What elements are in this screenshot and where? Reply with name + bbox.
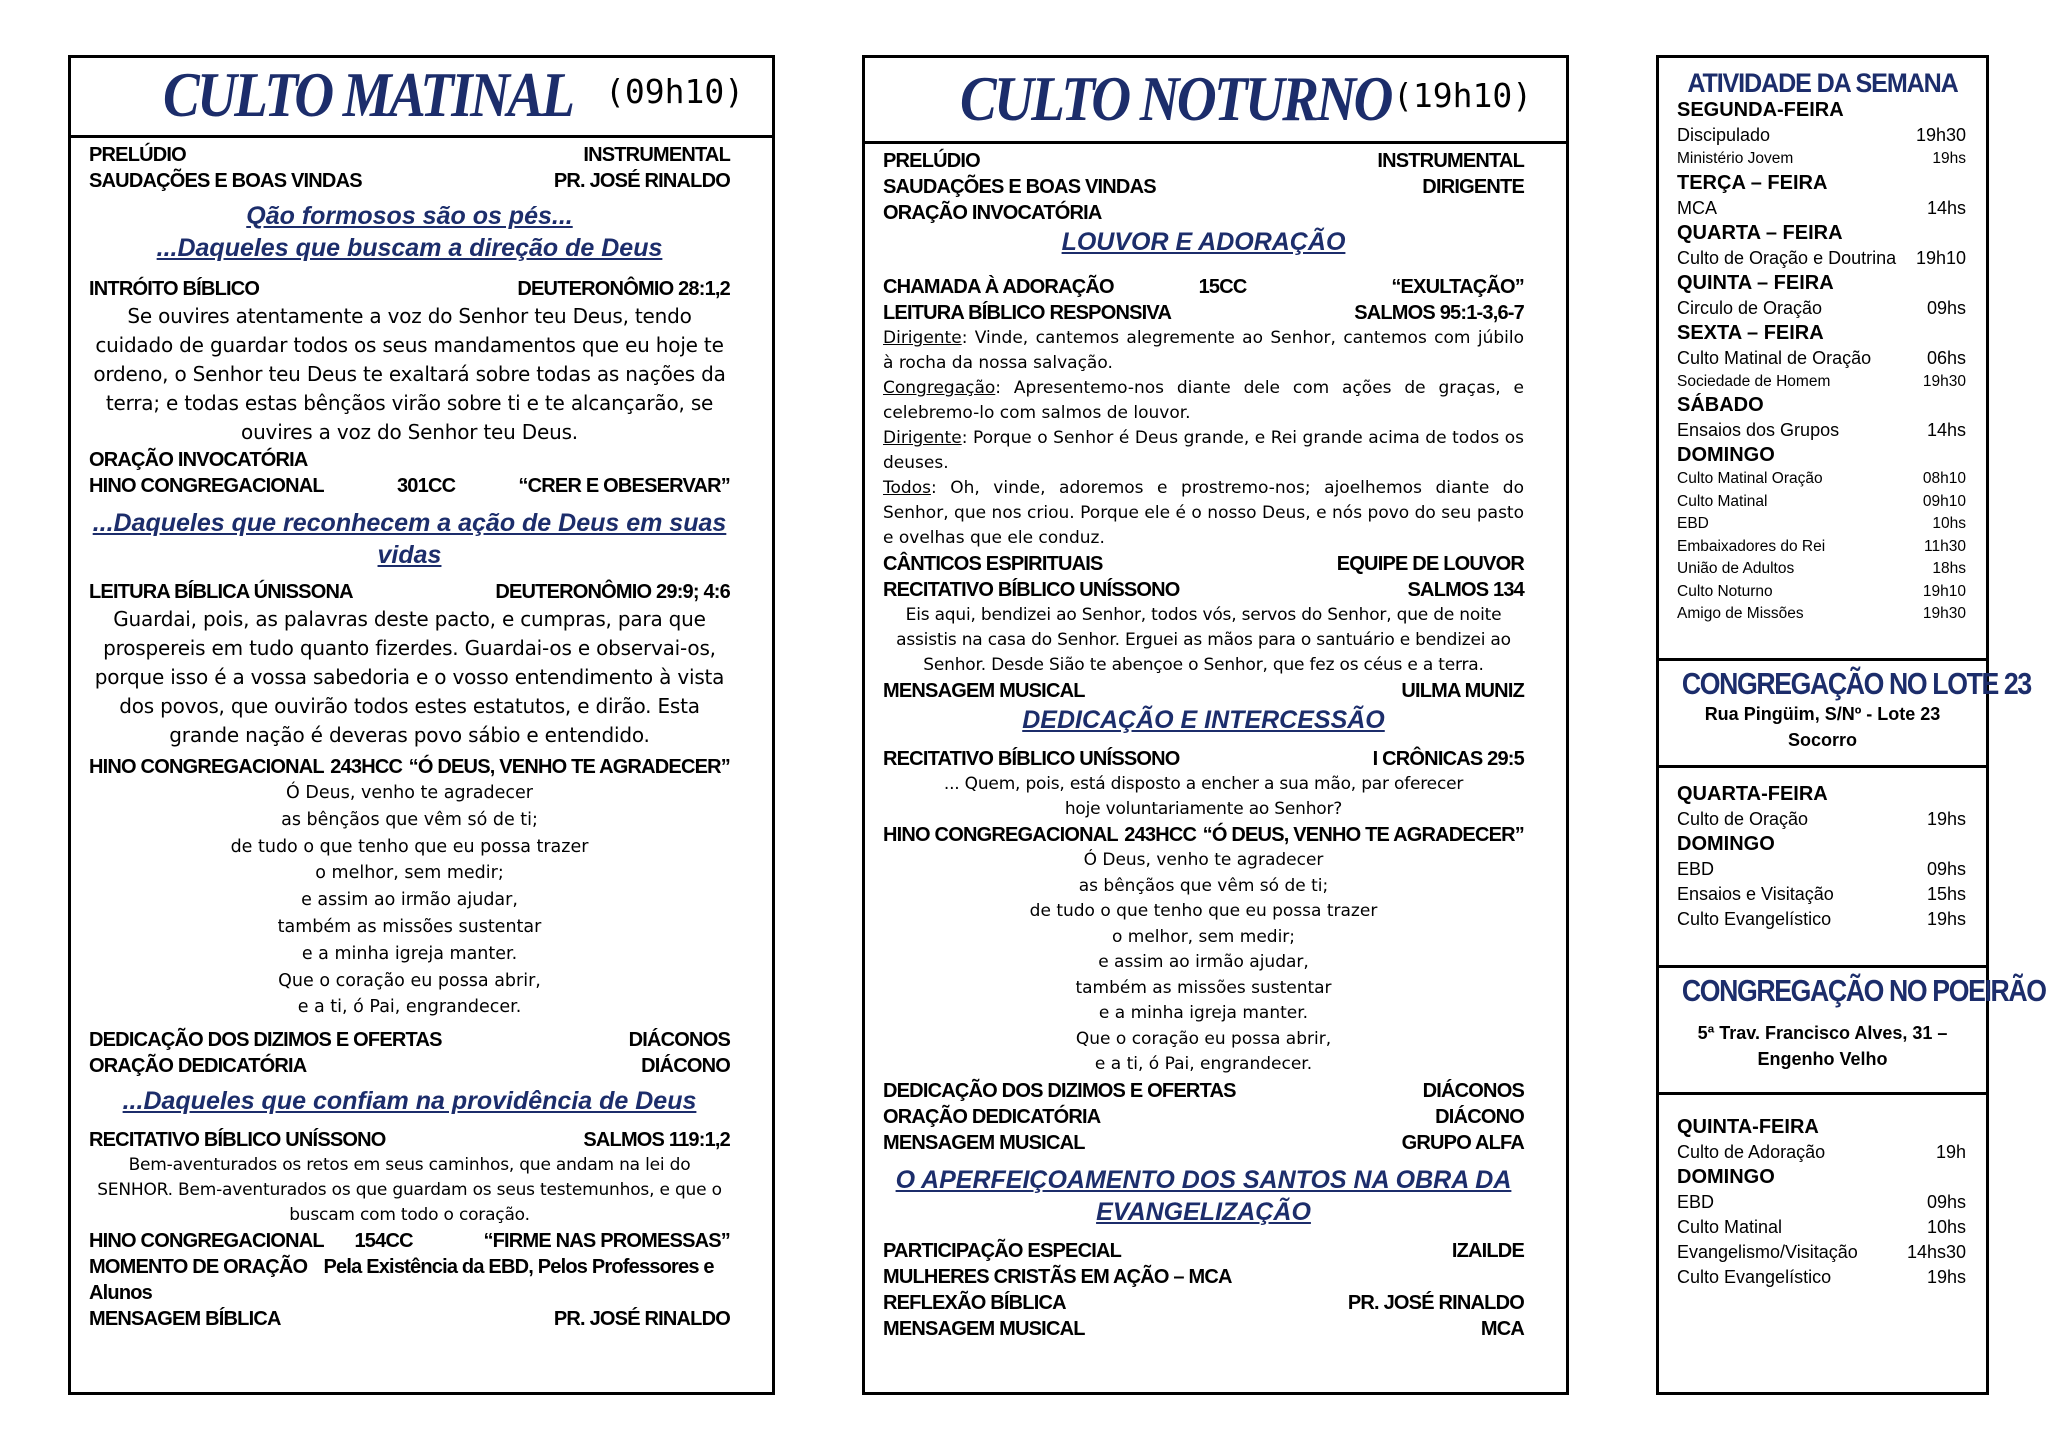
activity-row [1677, 603, 1966, 626]
activity-row [1677, 807, 1966, 832]
activity-time: 09hs [1926, 1192, 1966, 1212]
culto-matinal-panel [68, 55, 775, 1395]
activity-time: 19h30 [1915, 125, 1966, 145]
activity-name: EBD [1677, 1192, 1715, 1212]
activity-row [1677, 1240, 1966, 1265]
activity-row [1677, 148, 1966, 171]
activity-time: 19h30 [1922, 372, 1966, 390]
matinal-recitativo: RECITATIVO BÍBLICO UNÍSSONO SALMOS 119:1,2 [89, 1129, 730, 1152]
matinal-section-3: ...Daqueles que confiam na providência de Deus [122, 1087, 697, 1116]
noturno-header [865, 58, 1566, 144]
matinal-header [71, 58, 772, 138]
noturno-section-3b: EVANGELIZAÇÃO [1096, 1197, 1311, 1226]
noturno-hino: HINO CONGREGACIONAL 243HCC “Ó DEUS, VENHO TE AGRADECER” [883, 824, 1524, 846]
matinal-recitativo-text: Bem-aventurados os retos em seus caminhos, que andam na lei do SENHOR. Bem-aventurados os que guardam os seus testemunhos, e que o buscam com todo o coração. [97, 1155, 722, 1226]
matinal-dedicacao: DEDICAÇÃO DOS DIZIMOS E OFERTAS DIÁCONOS [89, 1029, 730, 1052]
activity-row [1677, 296, 1966, 321]
matinal-leitura: LEITURA BÍBLICA ÚNISSONA DEUTERONÔMIO 29:9; 4:6 [89, 581, 730, 603]
matinal-section-1b: ...Daqueles que buscam a direção de Deus [156, 234, 663, 262]
day-label: DOMINGO [1677, 444, 1775, 466]
atividade-title: ATIVIDADE DA SEMANA [1687, 68, 1958, 98]
activity-row [1677, 418, 1966, 443]
activity-name: Culto de Adoração [1677, 1142, 1826, 1162]
activity-time: 08h10 [1922, 470, 1966, 487]
day-label: QUARTA-FEIRA [1677, 783, 1828, 805]
activity-row [1677, 857, 1966, 882]
activity-row [1677, 123, 1966, 148]
culto-noturno-panel [862, 55, 1569, 1395]
day-label: TERÇA – FEIRA [1677, 171, 1828, 194]
noturno-canticos: CÂNTICOS ESPIRITUAIS EQUIPE DE LOUVOR [883, 553, 1524, 575]
activity-row [1677, 536, 1966, 559]
activity-name: EBD [1677, 859, 1715, 879]
poeirao-header-box [1659, 965, 2046, 1092]
activity-name: Ensaios e Visitação [1677, 884, 1834, 904]
noturno-mensagem-musical-2: MENSAGEM MUSICAL GRUPO ALFA [883, 1131, 1524, 1154]
activity-row [1677, 1140, 1966, 1165]
noturno-leitura: LEITURA BÍBLICO RESPONSIVA SALMOS 95:1-3,6-7 [883, 302, 1524, 324]
activity-row [1677, 346, 1966, 371]
activity-row [1677, 907, 1966, 932]
noturno-title: CULTO NOTURNO [960, 63, 1391, 134]
activity-row [1677, 1190, 1966, 1215]
activity-name: Culto Evangelístico [1677, 1267, 1832, 1287]
noturno-mensagem-musical-1: MENSAGEM MUSICAL UILMA MUNIZ [883, 680, 1524, 702]
poeirao-list [1659, 1115, 1986, 1290]
matinal-title: CULTO MATINAL [163, 59, 573, 130]
activity-time: 19h10 [1922, 582, 1966, 600]
activity-time: 14hs [1926, 197, 1966, 218]
activity-name: MCA [1677, 197, 1717, 218]
lote23-schedule-box [1659, 765, 1986, 965]
matinal-momento-cont: Alunos [89, 1282, 152, 1305]
day-label: SÁBADO [1677, 394, 1764, 416]
activity-name: Ensaios dos Grupos [1677, 420, 1840, 440]
matinal-introito: INTRÓITO BÍBLICO DEUTERONÔMIO 28:1,2 [89, 278, 730, 300]
noturno-mensagem-musical-3: MENSAGEM MUSICAL MCA [883, 1317, 1524, 1340]
poeirao-address-2: Engenho Velho [1757, 1049, 1888, 1069]
activity-row [1677, 371, 1966, 394]
lote23-address-1: Rua Pingüim, S/Nº - Lote 23 [1704, 704, 1941, 724]
activity-name: União de Adultos [1677, 560, 1795, 577]
activity-row [1677, 1265, 1966, 1290]
activity-name: Embaixadores do Rei [1677, 537, 1826, 555]
day-label: QUINTA – FEIRA [1677, 271, 1834, 294]
activity-row [1677, 196, 1966, 221]
matinal-hino-3: HINO CONGREGACIONAL 154CC “FIRME NAS PROMESSAS” [89, 1230, 730, 1253]
activity-time: 19hs [1926, 1267, 1966, 1287]
day-label: DOMINGO [1677, 1166, 1775, 1188]
noturno-dedicacao: DEDICAÇÃO DOS DIZIMOS E OFERTAS DIÁCONOS [883, 1079, 1524, 1102]
activity-time: 15hs [1926, 884, 1966, 904]
activity-row [1677, 558, 1966, 581]
noturno-responsive-reading: Dirigente: Vinde, cantemos alegremente ao Senhor, cantemos com júbilo à rocha da nossa salvação. Congregação: Apresentemo-nos diante dele com ações de graças, e celebremo-lo com salmos de louvor. Dirigente: Porque o Senhor é Deus grande, e Rei grande acima de todos os deuses. Todos: Oh, vinde, adoremos e prostremo-nos; ajoelhemos diante do Senhor, que nos criou. Porque ele é o nosso Deus, e nós povo do seu pasto e ovelhas que ele conduz. [883, 328, 1524, 548]
noturno-section-3a: O APERFEIÇOAMENTO DOS SANTOS NA OBRA DA [895, 1165, 1512, 1194]
day-label: SEXTA – FEIRA [1677, 321, 1824, 344]
activity-time: 09h10 [1922, 492, 1966, 510]
activity-time: 10hs [1926, 1217, 1966, 1237]
day-label: QUARTA – FEIRA [1677, 221, 1843, 244]
atividade-list [1659, 98, 1986, 626]
day-label: QUINTA-FEIRA [1677, 1116, 1819, 1138]
activity-time: 19h30 [1922, 605, 1966, 622]
matinal-hino-2: HINO CONGREGACIONAL 243HCC “Ó DEUS, VENHO TE AGRADECER” [89, 756, 730, 778]
noturno-reflexao: REFLEXÃO BÍBLICA PR. JOSÉ RINALDO [883, 1291, 1524, 1314]
poeirao-address-1: 5ª Trav. Francisco Alves, 31 – [1697, 1023, 1948, 1043]
activity-time: 14hs [1926, 420, 1966, 440]
noturno-preludio: PRELÚDIO INSTRUMENTAL [883, 150, 1524, 172]
activity-name: Culto Matinal de Oração [1677, 347, 1872, 368]
matinal-section-1a: Qão formosos são os pés... [246, 202, 573, 230]
poeirao-schedule-box [1659, 1092, 1986, 1290]
matinal-time: (09h10) [605, 72, 745, 111]
activity-name: Culto Evangelístico [1677, 909, 1832, 929]
lote23-header-box [1659, 658, 2031, 765]
activity-name: Culto Matinal [1677, 1217, 1783, 1237]
activity-name: Culto de Oração [1677, 809, 1809, 829]
matinal-mensagem: MENSAGEM BÍBLICA PR. JOSÉ RINALDO [89, 1308, 730, 1331]
day-label: DOMINGO [1677, 833, 1775, 855]
activity-time: 09hs [1926, 297, 1966, 318]
activity-row [1677, 1215, 1966, 1240]
noturno-recitativo-2-text: ... Quem, pois, está disposto a encher a sua mão, par oferecer hoje voluntariamente ao Senhor? [943, 774, 1464, 819]
matinal-hymn-lyrics: Ó Deus, venho te agradecer as bênçãos que vêm só de ti; de tudo o que tenho que eu possa trazer o melhor, sem medir; e assim ao irmão ajudar, também as missões sustentar e a minha igreja manter. Que o coração eu possa abrir, e a ti, ó Pai, engrandecer. [230, 783, 589, 1018]
poeirao-title: CONGREGAÇÃO NO POEIRÃO [1681, 973, 2046, 1008]
activity-row [1677, 491, 1966, 514]
noturno-chamada: CHAMADA À ADORAÇÃO 15CC “EXULTAÇÃO” [883, 276, 1524, 298]
noturno-oracao-invocatoria: ORAÇÃO INVOCATÓRIA [883, 202, 1102, 224]
noturno-mulheres: MULHERES CRISTÃS EM AÇÃO – MCA [883, 1265, 1232, 1288]
noturno-section-2: DEDICAÇÃO E INTERCESSÃO [1022, 706, 1385, 734]
matinal-oracao-dedicatoria: ORAÇÃO DEDICATÓRIA DIÁCONO [89, 1055, 730, 1078]
noturno-recitativo-2: RECITATIVO BÍBLICO UNÍSSONO I CRÔNICAS 29:5 [883, 748, 1524, 770]
atividades-panel [1656, 55, 2046, 1395]
lote23-title: CONGREGAÇÃO NO LOTE 23 [1681, 666, 2031, 701]
lote23-list [1659, 782, 1986, 932]
activity-row [1677, 513, 1966, 536]
activity-time: 19hs [1926, 909, 1966, 929]
activity-time: 09hs [1926, 859, 1966, 879]
activity-name: Sociedade de Homem [1677, 372, 1831, 390]
noturno-saudacoes: SAUDAÇÕES E BOAS VINDAS DIRIGENTE [883, 176, 1524, 198]
activity-name: Ministério Jovem [1677, 150, 1794, 167]
matinal-introito-text: Se ouvires atentamente a voz do Senhor teu Deus, tendo cuidado de guardar todos os seus mandamentos que eu hoje te ordeno, o Senhor teu Deus te exaltará sobre todas as nações da terra; e todas estas bênçãos virão sobre ti e te alcançarão, se ouvires a voz do Senhor teu Deus. [93, 304, 726, 444]
activity-name: Circulo de Oração [1677, 297, 1823, 318]
noturno-oracao-dedicatoria: ORAÇÃO DEDICATÓRIA DIÁCONO [883, 1105, 1524, 1128]
noturno-recitativo-1-text: Eis aqui, bendizei ao Senhor, todos vós, servos do Senhor, que de noite assistis na casa do Senhor. Erguei as mãos para o santuário e bendizei ao Senhor. Desde Sião te abençoe o Senhor, que fez os céus e a terra. [896, 605, 1511, 675]
activity-name: Culto Noturno [1677, 582, 1773, 600]
activity-time: 19h [1935, 1142, 1966, 1162]
matinal-section-2: ...Daqueles que reconhecem a ação de Deus em suas vidas [92, 509, 727, 569]
activity-time: 10hs [1932, 515, 1966, 532]
activity-row [1677, 246, 1966, 271]
day-label: SEGUNDA-FEIRA [1677, 99, 1844, 121]
noturno-recitativo-1: RECITATIVO BÍBLICO UNÍSSONO SALMOS 134 [883, 579, 1524, 601]
matinal-preludio: PRELÚDIO INSTRUMENTAL [89, 144, 730, 166]
activity-name: Evangelismo/Visitação [1677, 1242, 1858, 1262]
matinal-momento-oracao: MOMENTO DE ORAÇÃO Pela Existência da EBD, Pelos Professores e [89, 1256, 714, 1279]
matinal-leitura-text: Guardai, pois, as palavras deste pacto, e cumpras, para que prospereis em tudo quanto fizerdes. Guardai-os e observai-os, porque isso é a vossa sabedoria e o vosso entendimento à vista dos povos, que ouvirão todos estes estatutos, e dirão. Esta grande nação é deveras povo sábio e entendido. [94, 607, 725, 747]
noturno-participacao: PARTICIPAÇÃO ESPECIAL IZAILDE [883, 1239, 1524, 1262]
activity-time: 11h30 [1924, 537, 1966, 555]
activity-name: Discipulado [1677, 125, 1771, 145]
activity-name: Culto Matinal [1677, 492, 1768, 510]
noturno-section-1: LOUVOR E ADORAÇÃO [1061, 228, 1346, 256]
activity-time: 14hs30 [1906, 1242, 1966, 1262]
matinal-hino-1: HINO CONGREGACIONAL 301CC “CRER E OBESERVAR” [89, 475, 730, 497]
activity-time: 06hs [1926, 347, 1966, 368]
activity-name: EBD [1677, 515, 1709, 532]
activity-row [1677, 468, 1966, 491]
activity-name: Amigo de Missões [1677, 605, 1804, 622]
lote23-address-2: Socorro [1787, 730, 1857, 750]
activity-name: Culto de Oração e Doutrina [1677, 247, 1897, 268]
activity-time: 18hs [1932, 560, 1966, 577]
matinal-saudacoes: SAUDAÇÕES E BOAS VINDAS PR. JOSÉ RINALDO [89, 170, 730, 192]
matinal-oracao-invocatoria: ORAÇÃO INVOCATÓRIA [89, 449, 308, 471]
activity-row [1677, 581, 1966, 604]
activity-row [1677, 882, 1966, 907]
noturno-time: (19h10) [1393, 76, 1533, 115]
activity-name: Culto Matinal Oração [1677, 470, 1823, 487]
activity-time: 19hs [1932, 150, 1966, 167]
activity-time: 19h10 [1915, 247, 1966, 268]
activity-time: 19hs [1926, 809, 1966, 829]
noturno-hymn-lyrics: Ó Deus, venho te agradecer as bênçãos que vêm só de ti; de tudo o que tenho que eu possa trazer o melhor, sem medir; e assim ao irmão ajudar, também as missões sustentar e a minha igreja manter. Que o coração eu possa abrir, e a ti, ó Pai, engrandecer. [1029, 850, 1378, 1074]
atividade-semana-box [1659, 58, 1986, 658]
